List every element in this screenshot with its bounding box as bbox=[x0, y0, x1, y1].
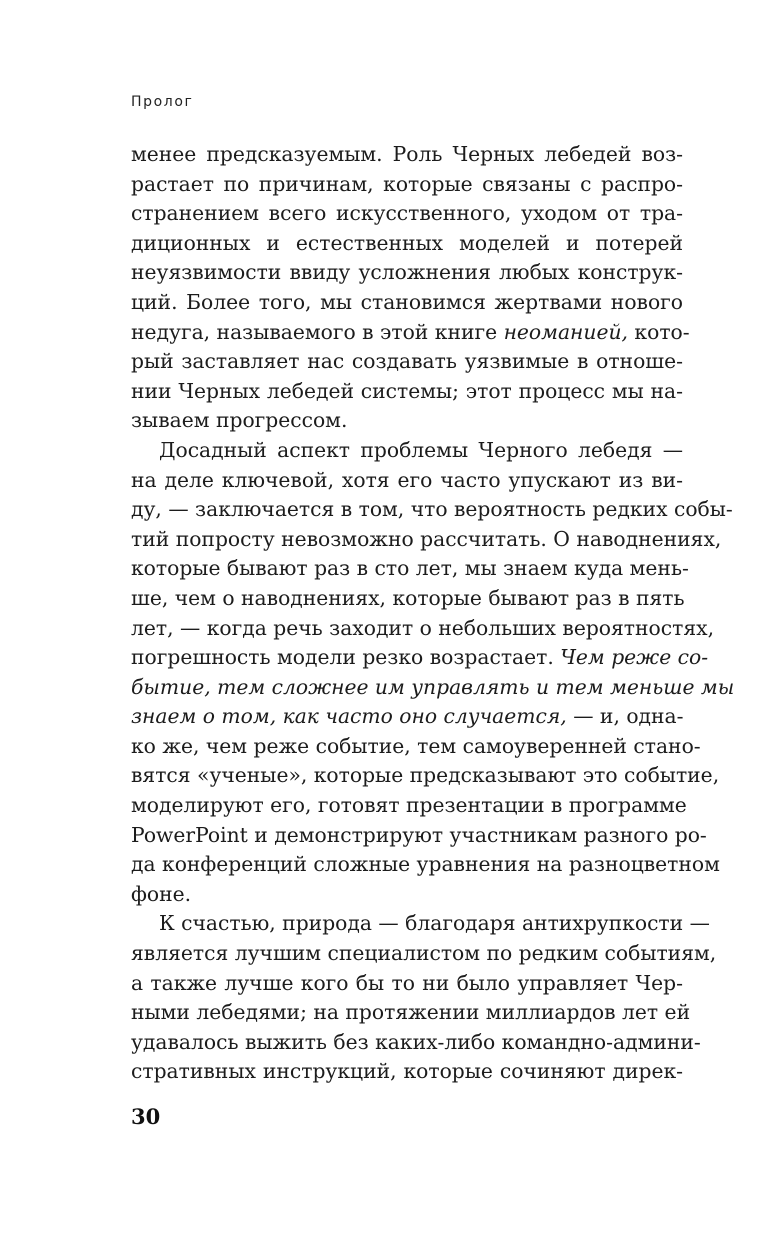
text-line bbox=[131, 347, 683, 377]
paragraph bbox=[131, 436, 735, 910]
text-segment: стративных инструкций, которые сочиняют дирек- bbox=[131, 1059, 683, 1084]
text-segment: — и, одна- bbox=[566, 704, 684, 729]
text-line bbox=[131, 969, 683, 999]
text-line bbox=[131, 584, 683, 614]
italic-text: бытие, тем сложнее им управлять и тем меньше мы bbox=[131, 674, 735, 699]
text-segment: тий попросту невозможно рассчитать. О наводнениях, bbox=[131, 526, 722, 551]
text-line bbox=[131, 702, 683, 732]
italic-text: Чем реже со- bbox=[560, 645, 709, 670]
text-segment: нии Черных лебедей системы; этот процесс мы на- bbox=[131, 378, 683, 403]
text-line bbox=[131, 258, 683, 288]
text-line bbox=[131, 377, 683, 407]
text-line bbox=[131, 732, 701, 762]
body-text bbox=[131, 140, 735, 1087]
text-segment: погрешность модели резко возрастает. bbox=[131, 645, 561, 670]
text-line bbox=[131, 466, 683, 496]
text-line bbox=[131, 170, 683, 200]
text-line bbox=[131, 554, 689, 584]
text-segment: ко же, чем реже событие, тем самоуверенней стано- bbox=[131, 733, 701, 758]
text-line bbox=[131, 1057, 683, 1087]
text-line bbox=[131, 614, 715, 644]
text-line bbox=[131, 791, 687, 821]
text-line bbox=[131, 643, 709, 673]
text-line bbox=[131, 821, 707, 851]
paragraph bbox=[131, 140, 690, 436]
text-line bbox=[131, 909, 710, 939]
text-line bbox=[131, 406, 683, 436]
text-line bbox=[131, 199, 683, 229]
text-segment: неуязвимости ввиду усложнения любых конструк- bbox=[131, 260, 683, 285]
text-line bbox=[131, 318, 690, 348]
text-segment: на деле ключевой, хотя его часто упускают из ви- bbox=[131, 467, 683, 492]
italic-text: неоманией, bbox=[503, 319, 628, 344]
text-segment: менее предсказуемым. Роль Черных лебедей воз- bbox=[131, 142, 683, 166]
text-segment: ше, чем о наводнениях, которые бывают раз в пять bbox=[131, 585, 685, 610]
text-line bbox=[131, 525, 722, 555]
text-segment: Досадный аспект проблемы Черного лебедя — bbox=[159, 437, 683, 462]
text-segment: недуга, называемого в этой книге bbox=[131, 319, 504, 344]
text-line bbox=[131, 850, 720, 880]
text-segment: является лучшим специалистом по редким событиям, bbox=[131, 941, 717, 966]
text-segment: К счастью, природа — благодаря антихрупкости — bbox=[159, 911, 710, 936]
text-line bbox=[131, 495, 733, 525]
text-line bbox=[131, 761, 720, 791]
text-segment: ций. Более того, мы становимся жертвами нового bbox=[131, 289, 683, 314]
text-segment: PowerPoint и демонстрируют участникам разного ро- bbox=[131, 822, 707, 847]
text-line bbox=[131, 140, 683, 170]
running-title: Пролог bbox=[131, 94, 194, 110]
text-segment: а также лучше кого бы то ни было управляет Чер- bbox=[131, 970, 683, 995]
text-segment: вятся «ученые», которые предсказывают это событие, bbox=[131, 763, 720, 788]
page-number: 30 bbox=[131, 1104, 161, 1129]
text-line bbox=[131, 1028, 701, 1058]
paragraph bbox=[131, 909, 717, 1087]
text-segment: странением всего искусственного, уходом от тра- bbox=[131, 201, 683, 226]
text-segment: ду, — заключается в том, что вероятность редких собы- bbox=[131, 497, 733, 522]
text-line bbox=[131, 288, 683, 318]
text-segment: ными лебедями; на протяжении миллиардов лет ей bbox=[131, 1000, 691, 1025]
text-segment: да конференций сложные уравнения на разноцветном bbox=[131, 852, 720, 877]
text-segment: фоне. bbox=[131, 881, 192, 906]
text-segment: моделируют его, готовят презентации в программе bbox=[131, 793, 687, 818]
text-segment: рый заставляет нас создавать уязвимые в отноше- bbox=[131, 349, 683, 374]
text-segment: диционных и естественных моделей и потерей bbox=[131, 230, 683, 255]
text-line bbox=[131, 998, 691, 1028]
text-line bbox=[131, 436, 683, 466]
text-segment: растает по причинам, которые связаны с распро- bbox=[131, 171, 683, 196]
text-line bbox=[131, 229, 683, 259]
text-segment: удавалось выжить без каких-либо командно-админи- bbox=[131, 1029, 701, 1054]
text-segment: которые бывают раз в сто лет, мы знаем куда мень- bbox=[131, 556, 689, 581]
text-line bbox=[131, 880, 683, 910]
text-line bbox=[131, 939, 717, 969]
text-segment: лет, — когда речь заходит о небольших вероятностях, bbox=[131, 615, 715, 640]
text-segment: зываем прогрессом. bbox=[131, 408, 348, 433]
text-segment: кото- bbox=[627, 319, 690, 344]
text-line bbox=[131, 673, 735, 703]
italic-text: знаем о том, как часто оно случается, bbox=[131, 704, 567, 729]
